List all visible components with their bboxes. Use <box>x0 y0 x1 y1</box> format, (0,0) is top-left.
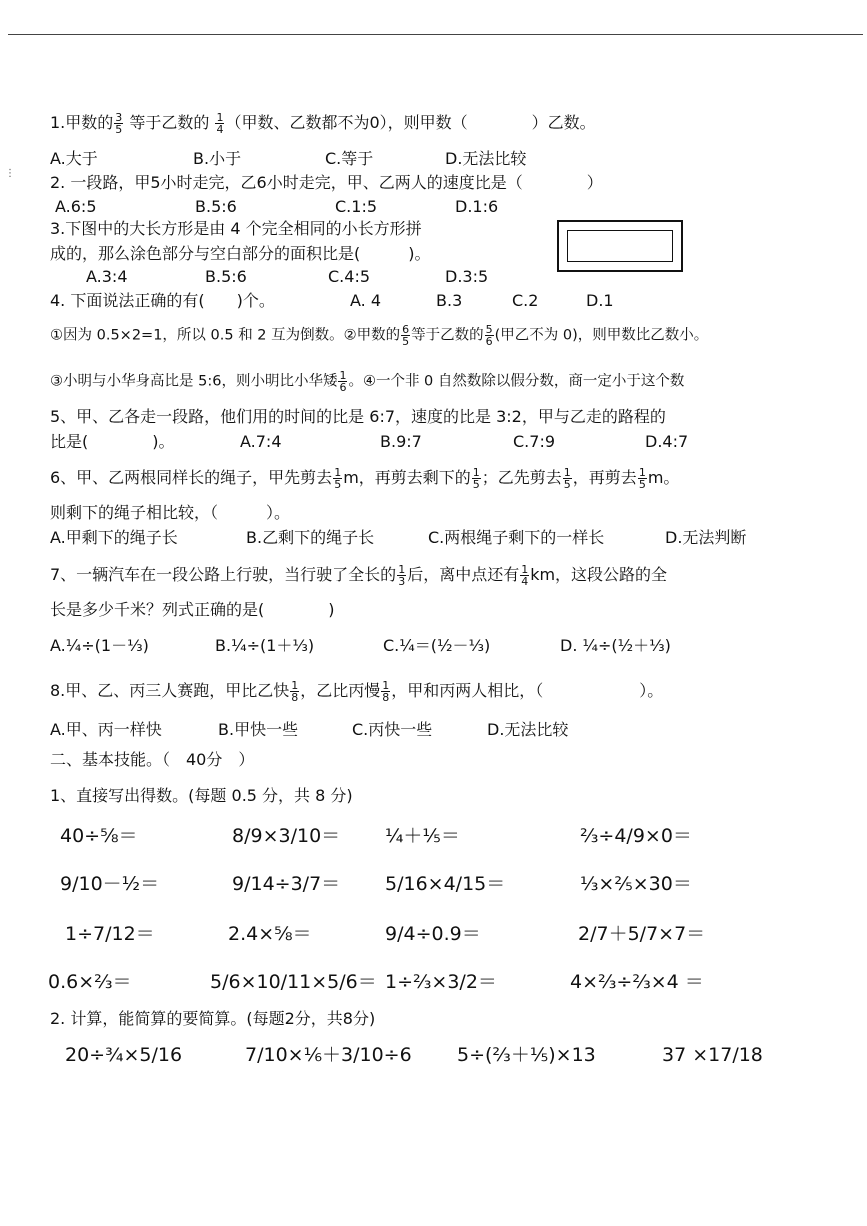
q5-option-c: C.7:9 <box>513 432 556 451</box>
numerator: 5 <box>485 323 493 336</box>
numerator: 1 <box>382 679 390 692</box>
q6-option-b: B.乙剩下的绳子长 <box>246 528 375 547</box>
denominator: 5 <box>563 478 571 491</box>
calc-item-9: 1÷7/12＝ <box>65 923 155 945</box>
q1-text-b: 等于乙数的 <box>129 113 210 132</box>
question-1 <box>50 112 596 135</box>
question-3-line-2: 成的，那么涂色部分与空白部分的面积比是( )。 <box>50 244 431 263</box>
q2-option-d: D.1:6 <box>455 197 499 216</box>
q5-option-a: A.7:4 <box>240 432 282 451</box>
q2-option-c: C.1:5 <box>335 197 378 216</box>
q8-option-d: D.无法比较 <box>487 720 569 739</box>
simplify-item-1: 20÷¾×5/16 <box>65 1044 183 1066</box>
calc-item-3: ¼＋⅕＝ <box>385 825 460 847</box>
numerator: 3 <box>115 111 123 124</box>
question-8 <box>50 680 663 703</box>
simplify-item-4: 37 ×17/18 <box>662 1044 763 1066</box>
rectangle-inner <box>567 230 673 262</box>
q2-option-a: A.6:5 <box>55 197 97 216</box>
denominator: 6 <box>339 381 347 394</box>
s1-text-a: ①因为 0.5×2=1，所以 0.5 和 2 互为倒数。②甲数的 <box>50 327 401 344</box>
q8-option-b: B.甲快一些 <box>218 720 299 739</box>
q6-fraction-1 <box>333 467 342 490</box>
q4-option-d: D.1 <box>586 291 614 310</box>
numerator: 1 <box>216 111 224 124</box>
q3-option-b: B.5:6 <box>205 267 247 286</box>
q1-option-d: D.无法比较 <box>445 149 527 168</box>
question-5-line-2: 比是( )。 <box>50 432 175 451</box>
question-5-line-1: 5、甲、乙各走一段路，他们用的时间的比是 6:7，速度的比是 3:2，甲与乙走的路程的 <box>50 407 666 426</box>
q8-option-c: C.丙快一些 <box>352 720 433 739</box>
q7-fraction-1 <box>397 564 406 587</box>
q8-text-a: 8.甲、乙、丙三人赛跑，甲比乙快 <box>50 681 290 700</box>
calc-item-6: 9/14÷3/7＝ <box>232 873 341 895</box>
q3-option-c: C.4:5 <box>328 267 371 286</box>
calc-item-11: 9/4÷0.9＝ <box>385 923 481 945</box>
numerator: 1 <box>291 679 299 692</box>
q6-option-c: C.两根绳子剩下的一样长 <box>428 528 605 547</box>
numerator: 1 <box>563 466 571 479</box>
q7-option-d: D. ¼÷(½＋⅓) <box>560 636 671 655</box>
q3-option-d: D.3:5 <box>445 267 489 286</box>
q4-option-b: B.3 <box>436 291 463 310</box>
q6-fraction-2 <box>472 467 481 490</box>
q5-option-d: D.4:7 <box>645 432 689 451</box>
numerator: 1 <box>638 466 646 479</box>
s2-text-b: 。④一个非 0 自然数除以假分数，商一定小于这个数 <box>348 373 685 390</box>
q6-text-b: m，再剪去剩下的 <box>343 468 471 487</box>
q7-fraction-2 <box>520 564 529 587</box>
q6-text-c: ；乙先剪去 <box>481 468 562 487</box>
q1-option-a: A.大于 <box>50 149 98 168</box>
numerator: 1 <box>521 563 529 576</box>
calc-item-1: 40÷⅝＝ <box>60 825 138 847</box>
question-4: 4. 下面说法正确的有( )个。 <box>50 291 275 310</box>
denominator: 8 <box>291 691 299 704</box>
s1-text-c: (甲乙不为 0)，则甲数比乙数小。 <box>494 327 709 344</box>
calc-item-7: 5/16×4/15＝ <box>385 873 506 895</box>
calc-item-16: 4×⅔÷⅔×4 ＝ <box>570 971 704 993</box>
question-6-line-2: 则剩下的绳子相比较，（ ）。 <box>50 503 291 522</box>
s1-fraction-1 <box>401 324 410 347</box>
denominator: 5 <box>472 478 480 491</box>
denominator: 5 <box>402 335 410 348</box>
section-2-heading: 二、基本技能。（ 40分 ） <box>50 750 255 769</box>
numerator: 1 <box>472 466 480 479</box>
q1-text-c: （甲数、乙数都不为0），则甲数（ ）乙数。 <box>225 113 596 132</box>
q8-fraction-2 <box>381 680 390 703</box>
rectangle-figure <box>557 220 683 272</box>
question-7-line-2: 长是多少千米？列式正确的是( ) <box>50 600 335 619</box>
q7-option-a: A.¼÷(1－⅓) <box>50 636 149 655</box>
q4-statements-1-2 <box>50 324 708 347</box>
denominator: 5 <box>334 478 342 491</box>
q6-fraction-3 <box>563 467 572 490</box>
q6-option-d: D.无法判断 <box>665 528 747 547</box>
question-3-line-1: 3.下图中的大长方形是由 4 个完全相同的小长方形拼 <box>50 219 422 238</box>
denominator: 6 <box>485 335 493 348</box>
q7-text-c: km，这段公路的全 <box>530 565 668 584</box>
calc-item-5: 9/10－½＝ <box>60 873 160 895</box>
q1-option-c: C.等于 <box>325 149 374 168</box>
s2-fraction <box>338 370 347 393</box>
q6-option-a: A.甲剩下的绳子长 <box>50 528 178 547</box>
numerator: 1 <box>398 563 406 576</box>
calc-item-8: ⅓×⅖×30＝ <box>580 873 692 895</box>
calc-item-10: 2.4×⅝＝ <box>228 923 312 945</box>
top-rule <box>8 34 863 35</box>
numerator: 1 <box>334 466 342 479</box>
q4-statements-3-4 <box>50 370 684 393</box>
s2-text-a: ③小明与小华身高比是 5:6，则小明比小华矮 <box>50 373 338 390</box>
denominator: 4 <box>521 575 529 588</box>
numerator: 1 <box>339 369 347 382</box>
q6-text-e: m。 <box>647 468 680 487</box>
q7-text-b: 后，离中点还有 <box>407 565 520 584</box>
q5-option-b: B.9:7 <box>380 432 422 451</box>
q7-option-b: B.¼÷(1＋⅓) <box>215 636 315 655</box>
denominator: 5 <box>115 123 123 136</box>
part-2-title: 2. 计算，能简算的要简算。(每题2分，共8分) <box>50 1009 376 1028</box>
denominator: 4 <box>216 123 224 136</box>
q7-text-a: 7、一辆汽车在一段公路上行驶，当行驶了全长的 <box>50 565 397 584</box>
calc-item-14: 5/6×10/11×5/6＝ <box>210 971 377 993</box>
part-1-title: 1、直接写出得数。(每题 0.5 分，共 8 分) <box>50 786 353 805</box>
simplify-item-3: 5÷(⅔＋⅕)×13 <box>457 1044 596 1066</box>
q8-fraction-1 <box>290 680 299 703</box>
calc-item-12: 2/7＋5/7×7＝ <box>578 923 706 945</box>
q6-fraction-4 <box>638 467 647 490</box>
q7-option-c: C.¼＝(½－⅓) <box>383 636 491 655</box>
margin-dots: ⋮ <box>5 168 15 179</box>
q6-text-d: ，再剪去 <box>572 468 637 487</box>
q2-option-b: B.5:6 <box>195 197 237 216</box>
denominator: 5 <box>638 478 646 491</box>
q6-text-a: 6、甲、乙两根同样长的绳子，甲先剪去 <box>50 468 333 487</box>
calc-item-2: 8/9×3/10＝ <box>232 825 341 847</box>
simplify-item-2: 7/10×⅙＋3/10÷6 <box>245 1044 412 1066</box>
question-6-line-1 <box>50 467 679 490</box>
denominator: 8 <box>382 691 390 704</box>
numerator: 6 <box>402 323 410 336</box>
calc-item-13: 0.6×⅔＝ <box>48 971 132 993</box>
calc-item-15: 1÷⅔×3/2＝ <box>385 971 497 993</box>
q8-text-c: ，甲和丙两人相比，（ ）。 <box>391 681 664 700</box>
question-7-line-1 <box>50 564 667 587</box>
s1-text-b: 等于乙数的 <box>411 327 484 344</box>
q1-option-b: B.小于 <box>193 149 242 168</box>
q8-option-a: A.甲、丙一样快 <box>50 720 162 739</box>
q4-option-c: C.2 <box>512 291 539 310</box>
q1-fraction-2 <box>215 112 224 135</box>
question-2: 2. 一段路，甲5小时走完，乙6小时走完，甲、乙两人的速度比是（ ） <box>50 173 603 192</box>
denominator: 3 <box>398 575 406 588</box>
calc-item-4: ⅔÷4/9×0＝ <box>580 825 692 847</box>
s1-fraction-2 <box>485 324 494 347</box>
q4-option-a: A. 4 <box>350 291 382 310</box>
q1-fraction-1 <box>114 112 123 135</box>
q1-text-a: 1.甲数的 <box>50 113 114 132</box>
q8-text-b: ，乙比丙慢 <box>300 681 381 700</box>
q3-option-a: A.3:4 <box>86 267 128 286</box>
